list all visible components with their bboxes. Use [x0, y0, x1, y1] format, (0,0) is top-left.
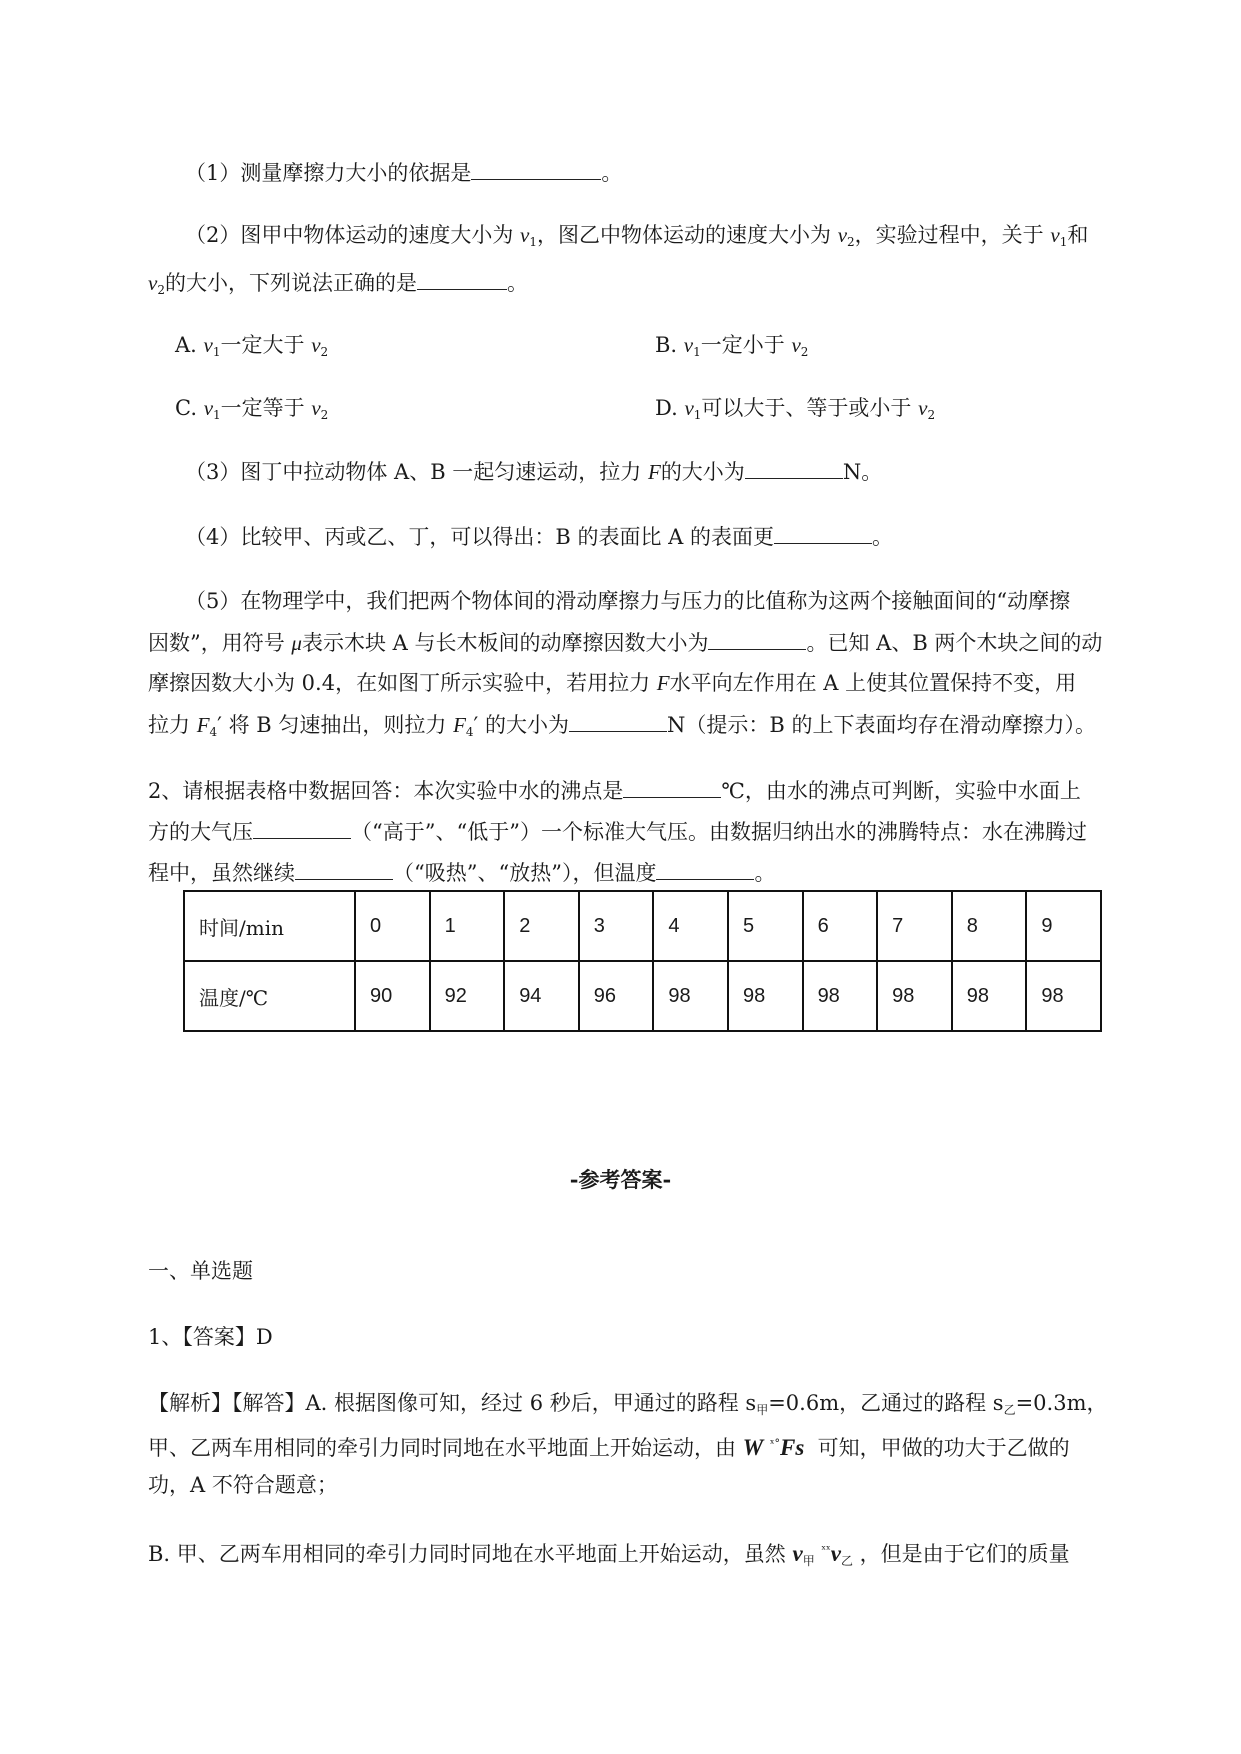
option-a: A. $v_1$一定大于 $v_2$ [175, 333, 329, 359]
question-1-part-5-line2: 因数”，用符号 μ表示木块 A 与长木板间的动摩擦因数大小为 。已知 A、B 两个木块之间的动 [148, 627, 1102, 658]
table-row: 时间/min 0 1 2 3 4 5 6 7 8 9 [184, 891, 1101, 961]
option-d: D. $v_1$可以大于、等于或小于 $v_2$ [655, 396, 936, 422]
question-2-line1: 2、请根据表格中数据回答：本次实验中水的沸点是 ℃，由水的沸点可判断，实验中水面上 [148, 775, 1081, 806]
answer-blank [253, 816, 351, 839]
explanation-line1: 【解析】【解答】A. 根据图像可知，经过 6 秒后，甲通过的路程 $s_甲=0.6m$，乙通过的路程 $s_乙=0.3m$， [148, 1391, 1108, 1417]
table-row: 温度/℃ 90 92 94 96 98 98 98 98 98 98 [184, 961, 1101, 1031]
data-table [183, 890, 1102, 1032]
question-1-part-2: （2）图甲中物体运动的速度大小为 $v_1$，图乙中物体运动的速度大小为 $v_2$，实验过程中，关于 $v_1$和 [185, 223, 1089, 249]
question-1-part-4: （4）比较甲、丙或乙、丁，可以得出：B 的表面比 A 的表面更 。 [185, 521, 893, 552]
answer-blank [623, 775, 721, 798]
answer-blank [745, 456, 843, 479]
question-1-part-5-line4: 拉力 $F_4'$ 将 B 匀速抽出，则拉力 $F_4'$ 的大小为 N（提示：B 的上下表面均存在滑动摩擦力）。 [148, 709, 1096, 747]
explanation-line3: 功，A 不符合题意； [148, 1473, 338, 1497]
question-1-part-5: （5）在物理学中，我们把两个物体间的滑动摩擦力与压力的比值称为这两个接触面间的“动摩擦 [185, 589, 1071, 613]
question-2-line2: 方的大气压 （“高于”、“低于”）一个标准大气压。由数据归纳出水的沸腾特点：水在沸腾过 [148, 816, 1087, 847]
explanation-line4: B. 甲、乙两车用相同的牵引力同时同地在水平地面上开始运动，虽然 $v_甲$ $^{ˣˣ}v_乙$ ，但是由于它们的质量 [148, 1541, 1070, 1568]
answer-blank [417, 267, 507, 290]
option-c: C. $v_1$一定等于 $v_2$ [175, 396, 329, 422]
answer-blank [569, 709, 667, 732]
question-1-part-2-line2: $v_2$的大小，下列说法正确的是 。 [148, 267, 528, 305]
answer-blank [295, 857, 393, 880]
answer-1: 1、【答案】D [148, 1325, 273, 1349]
question-2-line3: 程中，虽然继续 （“吸热”、“放热”），但温度 。 [148, 857, 775, 888]
question-1-part-5-line3: 摩擦因数大小为 0.4，在如图丁所示实验中，若用拉力 F水平向左作用在 A 上使其位置保持不变，用 [148, 671, 1077, 695]
question-1-part-3: （3）图丁中拉动物体 A、B 一起匀速运动，拉力 F的大小为 N。 [185, 456, 882, 487]
question-1-part-1: （1）测量摩擦力大小的依据是 。 [185, 157, 622, 188]
explanation-line2: 甲、乙两车用相同的牵引力同时同地在水平地面上开始运动，由 W $^{ˣ^\circ}$Fs 可知，甲做的功大于乙做的 [148, 1435, 1070, 1460]
answer-section-title: -参考答案- [569, 1167, 672, 1192]
answer-blank [774, 521, 872, 544]
option-b: B. $v_1$一定小于 $v_2$ [655, 333, 809, 359]
section-heading: 一、单选题 [148, 1259, 253, 1283]
answer-blank [471, 157, 601, 180]
answer-blank [656, 857, 754, 880]
answer-blank [708, 627, 806, 650]
